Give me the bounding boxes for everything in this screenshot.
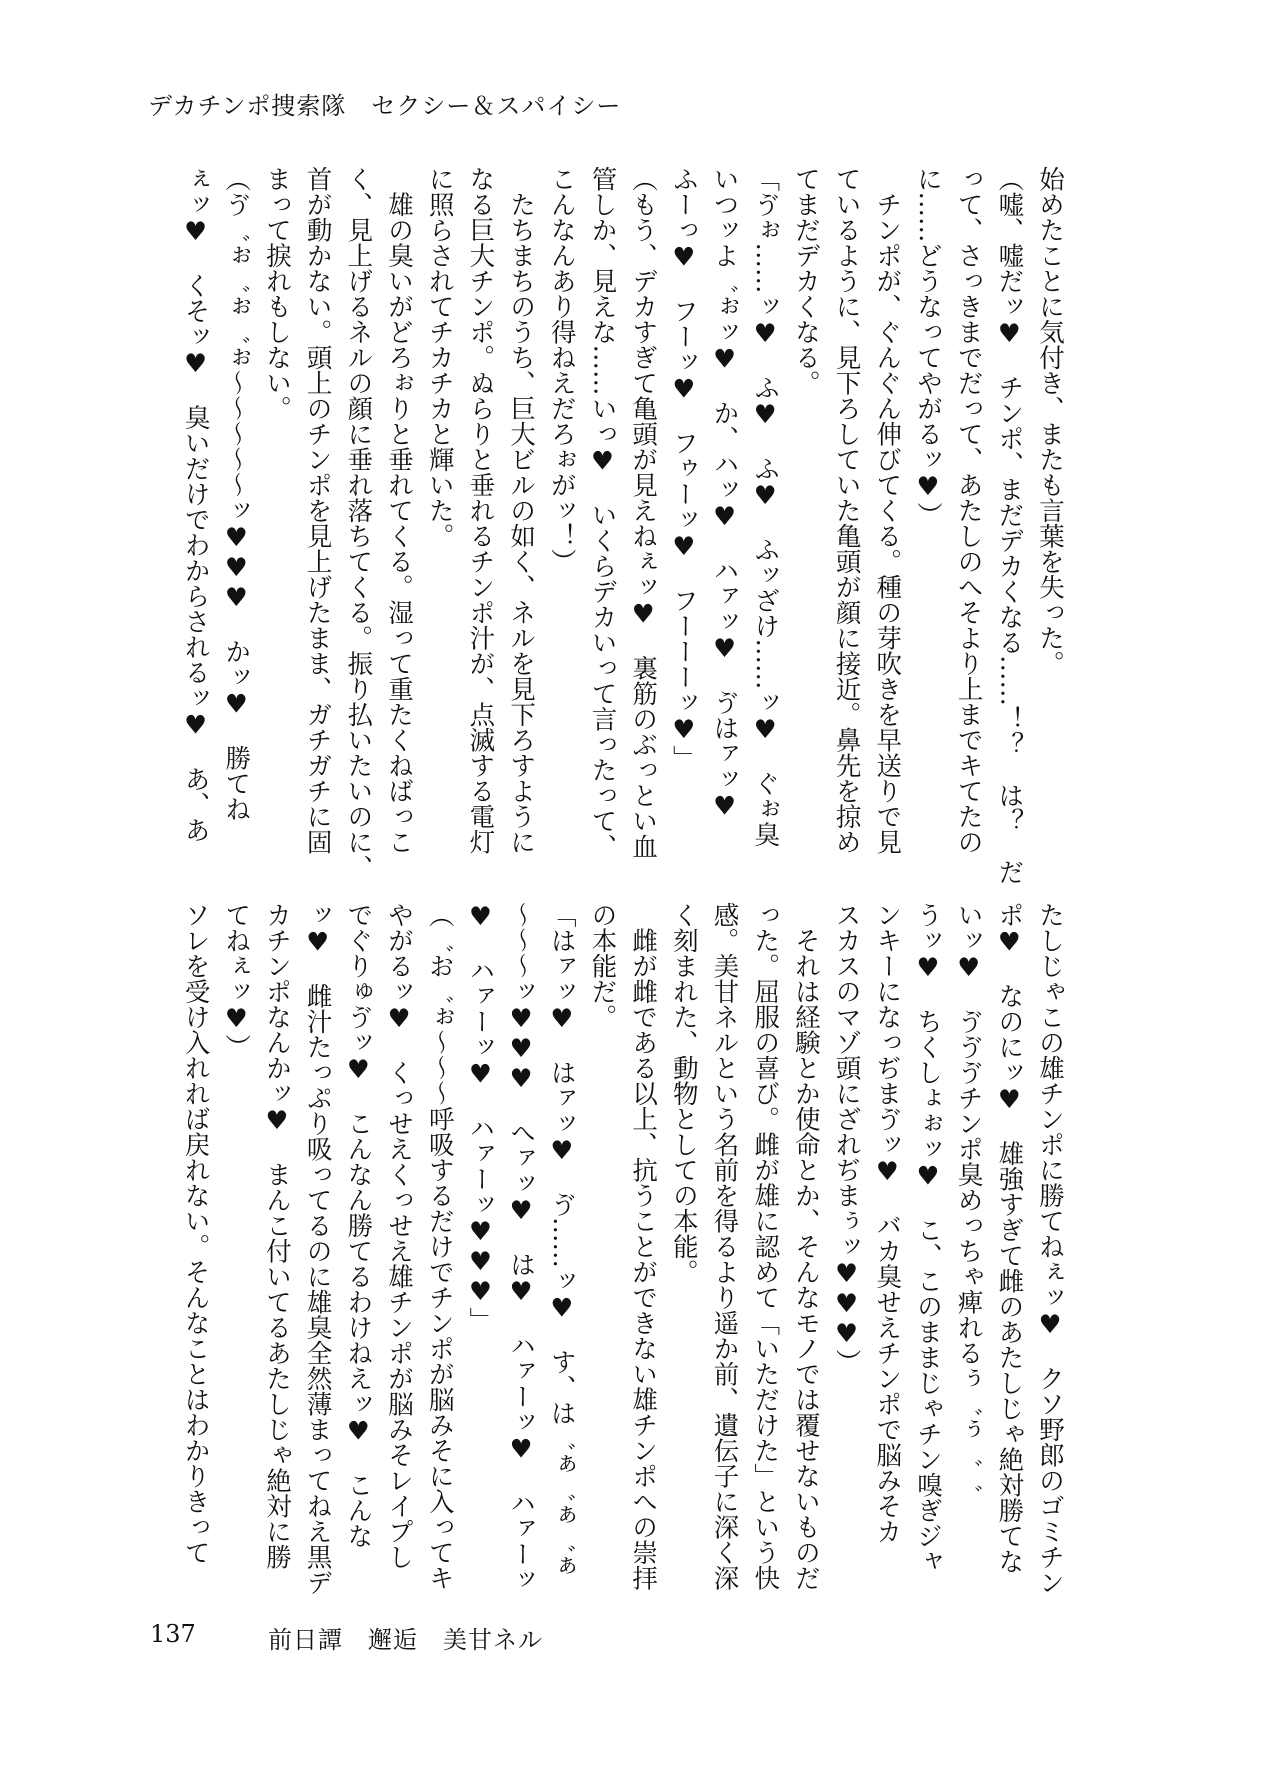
text-column: いつッよ゛ぉッ♥ か、ハッ♥ ハァッ♥ ゔはァッ♥ [709, 166, 740, 822]
body-text-bottom-block [175, 902, 1070, 1595]
text-column: やがるッ♥ くっせえくっせえ雄チンポが脳みそレイプし [384, 902, 414, 1570]
text-column: うッ♥ ちくしょぉッ♥ こ、このままじゃチン嗅ぎジャ [912, 902, 943, 1574]
text-column: ポ♥ なのにッ♥ 雄強すぎて雌のあたしじゃ絶対勝てな [994, 902, 1025, 1574]
text-column: ッ♥ 雌汁たっぷり吸ってるのに雄臭全然薄まってねえ黒デ [302, 902, 333, 1595]
text-column: （嘘、嘘だッ♥ チンポ、まだデカくなる……！？ は？ だ [994, 166, 1025, 885]
text-column: たちまちのうち、巨大ビルの如く、ネルを見下ろすように [506, 166, 537, 855]
text-column: ソレを受け入れれば戻れない。そんなことはわかりきって [180, 902, 211, 1565]
text-column: まって捩れもしない。 [261, 166, 292, 421]
text-column: 雄の臭いがどろぉりと垂れてくる。湿って重たくねばっこ [384, 166, 414, 855]
text-column: 〜〜〜ッ♥♥♥ へァッ♥ は♥ ハァーッ♥ ハァーッ [506, 902, 537, 1592]
text-column: でぐりゅゔッ♥ こんなん勝てるわけねえッ♥ こんな [343, 902, 374, 1549]
text-column: それは経験とか使命とか、そんなモノでは覆せないものだ [790, 902, 821, 1591]
text-column: に……どうなってやがるッ♥） [912, 166, 943, 528]
text-column: いッ♥ ゔゔゔチンポ臭めっちゃ痺れるぅ゛ぅ゛゛ [953, 902, 984, 1493]
text-column: 「はァッ♥ はァッ♥ ゔ……ッ♥ す、は゛ぁ゛ぁ゛ぁ [546, 902, 577, 1579]
text-column: てまだデカくなる。 [790, 166, 821, 396]
text-column: なる巨大チンポ。ぬらりと垂れるチンポ汁が、点滅する電灯 [465, 166, 496, 855]
text-column: （もう、デカすぎて亀頭が見えねぇッ♥ 裏筋のぶっとい血 [628, 166, 659, 859]
text-column: 首が動かない。頭上のチンポを見上げたまま、ガチガチに固 [302, 166, 333, 855]
text-column: たしじゃこの雄チンポに勝てねぇッ♥ クソ野郎のゴミチン [1035, 902, 1065, 1595]
text-column: （ゔ゛ぉ゛ぉ゛ぉ〜〜〜〜〜ッ♥♥♥ かッ♥ 勝てね [221, 166, 252, 822]
body-text-top-block [175, 166, 1070, 885]
text-column: こんなんあり得ねえだろぉがッ！） [546, 166, 577, 574]
text-column: ふーっ♥ フーッ♥ フゥーッ♥ フーーーッ♥」 [668, 166, 699, 771]
running-header-title: デカチンポ捜索隊 セクシー＆スパイシー [148, 92, 622, 120]
text-column: に照らされてチカチカと輝いた。 [424, 166, 455, 549]
text-column: スカスのマゾ頭にざれぢまぅッ♥♥♥） [831, 902, 862, 1375]
text-column: 管しか、見えな……いっ♥ いくらデカいって言ったって、 [587, 166, 618, 859]
text-column: ンキーになっぢまゔッ♥ バカ臭せえチンポで脳みそカ [872, 902, 903, 1544]
text-column: 始めたことに気付き、またも言葉を失った。 [1035, 166, 1065, 676]
text-column: 「ゔぉ……ッ♥ ふ♥ ふ♥ ふッざけ……ッ♥ ぐぉ臭 [750, 166, 781, 847]
page-number: 137 [150, 1620, 196, 1648]
text-column: く刻まれた、動物としての本能。 [668, 902, 699, 1285]
text-column: の本能だ。 [587, 902, 618, 1030]
text-column: チンポが、ぐんぐん伸びてくる。種の芽吹きを早送りで見 [872, 166, 903, 855]
chapter-title: 前日譚 邂逅 美甘ネル [268, 1626, 543, 1654]
text-column: 感。美甘ネルという名前を得るより遥か前、遺伝子に深く深 [709, 902, 740, 1591]
text-column: ているように、見下ろしていた亀頭が顔に接近。鼻先を掠め [831, 166, 862, 855]
text-column: カチンポなんかッ♥ まんこ付いてるあたしじゃ絶対に勝 [261, 902, 292, 1570]
text-column: った。屈服の喜び。雌が雄に認めて「いただけた」という快 [750, 902, 781, 1591]
text-column: （゛お゛ぉ〜〜〜呼吸するだけでチンポが脳みそに入ってキ [424, 902, 455, 1591]
text-column: ♥ ハァーッ♥ ハァーッ♥♥♥」 [465, 902, 496, 1333]
text-column: く、見上げるネルの顔に垂れ落ちてくる。振り払いたいのに、 [343, 166, 374, 880]
text-column: てねぇッ♥） [221, 902, 252, 1060]
text-column: ぇッ♥ くそッ♥ 臭いだけでわからされるッ♥ あ、あ [180, 166, 211, 843]
text-column: って、さっきまでだって、あたしのへそより上までキてたの [953, 166, 984, 855]
text-column: 雌が雌である以上、抗うことができない雄チンポへの崇拝 [628, 902, 659, 1591]
